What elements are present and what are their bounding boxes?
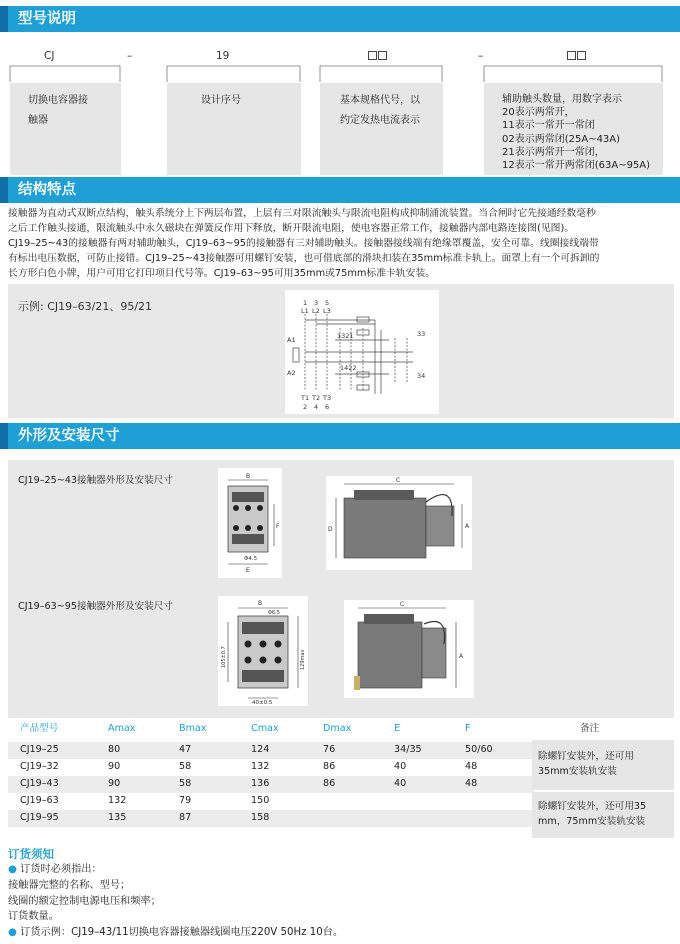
structure-paragraph (8, 206, 674, 281)
desc-line: 约定发热电流表示 (340, 115, 420, 126)
note-line: 除螺钉安装外，还可用35 (538, 801, 647, 812)
header-accent (0, 177, 8, 203)
table-cell: 86 (323, 778, 336, 789)
section-title: 型号说明 (18, 11, 76, 27)
bullet-icon: ● (8, 864, 17, 875)
table-row (8, 793, 534, 810)
fig2-side-svg (344, 600, 474, 698)
para-line: 接触器为直动式双断点结构，触头系统分上下两层布置，上层有三对限流触头与限流电阻构成抑制涌流装置。当合闸时它先接通经数毫秒 (8, 208, 596, 219)
circuit-diagram (285, 290, 439, 414)
table-cell: 50/60 (465, 744, 493, 755)
dim-label: 105±0.7 (221, 646, 227, 668)
col-header: Dmax (323, 723, 352, 734)
fig2-front-view (218, 596, 308, 706)
table-cell: 124 (251, 744, 270, 755)
table-cell: 158 (251, 812, 270, 823)
table-cell: 58 (179, 761, 192, 772)
desc-line: 设计序号 (201, 95, 241, 106)
note-line: 35mm安装轨安装 (538, 766, 617, 777)
model-code-num: 19 (216, 50, 230, 62)
order-text: 订货示例：CJ19–43/11切换电容器接触器线圈电压220V 50Hz 10台。 (20, 927, 344, 939)
term-label: 4 (314, 403, 319, 411)
order-line: 接触器完整的名称、型号； (8, 879, 131, 891)
term-label: T3 (323, 394, 332, 402)
term-label: 1422 (340, 364, 357, 372)
order-line: 线圈的额定控制电源电压和频率； (8, 895, 161, 907)
table-cell: 58 (179, 778, 192, 789)
model-desc-series (10, 83, 121, 175)
note-cell (532, 740, 674, 790)
note-line: 除螺钉安装外，还可用 (538, 751, 634, 762)
term-label: 2 (303, 403, 308, 411)
col-header: F (465, 723, 471, 734)
table-cell: 48 (465, 761, 478, 772)
table-cell: 40 (394, 778, 407, 789)
dimension-figures-panel (8, 460, 674, 718)
order-line: 订货数量。 (8, 911, 59, 923)
dim-label: Φ6.5 (268, 610, 280, 616)
dim-label: E (246, 567, 250, 574)
term-label: 5 (325, 299, 330, 307)
header-accent (0, 423, 8, 449)
order-title: 订货须知 (8, 847, 54, 861)
term-label: 3 (314, 299, 319, 307)
table-cell: 79 (179, 795, 192, 806)
dimension-table (8, 720, 674, 840)
col-header: 备注 (580, 723, 600, 734)
dim-label: B (258, 600, 263, 607)
term-label: L3 (323, 307, 331, 315)
dim-label: A (465, 523, 470, 530)
term-label: 6 (325, 403, 330, 411)
dim-label: 40±0.5 (252, 700, 273, 706)
order-line (8, 862, 343, 878)
desc-line: 12表示一常开两常闭(63A~95A) (502, 160, 651, 172)
table-cell: CJ19–95 (20, 812, 59, 823)
dim-label: A (459, 653, 464, 660)
col-header: Bmax (179, 723, 207, 734)
dim-label: C (396, 477, 401, 484)
example-panel (8, 284, 674, 418)
table-cell: CJ19–63 (20, 795, 59, 806)
fig1-caption: CJ19–25~43接触器外形及安装尺寸 (18, 475, 173, 486)
dim-label: 129max (300, 649, 306, 670)
dim-label: B (246, 473, 251, 480)
table-row (8, 759, 534, 776)
term-label: A2 (287, 369, 296, 377)
table-cell: 76 (323, 744, 336, 755)
dim-label: C (400, 601, 405, 608)
term-label: A1 (287, 336, 296, 344)
bullet-icon: ● (8, 927, 17, 939)
term-label: 34 (417, 372, 426, 380)
section-header-dimensions (0, 423, 680, 449)
table-cell: 90 (108, 761, 121, 772)
table-row (8, 776, 534, 793)
table-cell: 136 (251, 778, 270, 789)
table-cell: 90 (108, 778, 121, 789)
section-header-structure (0, 177, 680, 203)
fig2-side-view (344, 600, 474, 698)
fig2-front-svg (218, 596, 308, 706)
order-text: 订货时必须指出： (20, 864, 102, 875)
section-title: 外形及安装尺寸 (18, 428, 120, 444)
model-code-cj: CJ (44, 50, 55, 62)
desc-line: 触器 (28, 115, 48, 126)
term-label: T1 (301, 394, 310, 402)
table-cell: CJ19–25 (20, 744, 59, 755)
order-line (8, 925, 343, 941)
col-header: Cmax (251, 723, 279, 734)
desc-line: 02表示两常闭(25A~43A) (502, 133, 621, 145)
term-label: L1 (301, 307, 309, 315)
dim-label: Φ4.5 (244, 556, 258, 562)
table-cell: CJ19–32 (20, 761, 59, 772)
term-label: L2 (312, 307, 320, 315)
desc-line: 切换电容器接 (28, 95, 88, 106)
table-cell: 47 (179, 744, 192, 755)
para-line: 长方形白色小牌，用户可用它打印项目代号等。CJ19–63~95可用35mm或75mm标准卡轨安装。 (8, 268, 436, 279)
table-row (8, 810, 534, 827)
table-cell: 132 (251, 761, 270, 772)
term-label: 1 (303, 299, 308, 307)
fig1-front-view (218, 468, 282, 578)
order-list (8, 862, 343, 941)
table-cell: 80 (108, 744, 121, 755)
dim-label: F (276, 523, 280, 530)
table-cell: 150 (251, 795, 270, 806)
table-cell: 87 (179, 812, 192, 823)
desc-line: 21表示两常开一常闭， (502, 146, 605, 158)
table-cell: 48 (465, 778, 478, 789)
table-header (8, 720, 674, 738)
fig1-side-svg (326, 476, 472, 570)
fig1-side-view (326, 476, 472, 570)
model-code-dash: – (478, 50, 484, 62)
table-cell: 135 (108, 812, 127, 823)
col-header: Amax (108, 723, 136, 734)
section-title: 结构特点 (18, 182, 76, 198)
col-header: E (394, 723, 401, 734)
model-desc-aux (484, 83, 663, 175)
model-code-dash: – (127, 50, 133, 62)
para-line: CJ19–25~43的接触器有两对辅助触头，CJ19–63~95的接触器有三对辅助触头。接触器接线端有绝缘罩覆盖，安全可靠。线圈接线端带 (8, 238, 599, 249)
para-line: 有标出电压数据，可防止接错。CJ19–25~43接触器可用螺钉安装，也可借底部的滑块扣装在35mm标准卡轨上。面罩上有一个可拆卸的 (8, 253, 600, 264)
table-cell: 40 (394, 761, 407, 772)
para-line: 之后工作触头接通，限流触头中永久磁块在弹簧反作用下释放，断开限流电阻，使电容器正常工作，接触器内部电路连接图(见图)。 (8, 223, 575, 234)
term-label: 33 (417, 330, 426, 338)
note-line: mm，75mm安装轨安装 (538, 816, 646, 827)
table-row (8, 742, 534, 759)
desc-line: 20表示两常开， (502, 107, 575, 119)
note-cell (532, 792, 674, 838)
circuit-svg (285, 290, 439, 414)
table-cell: 34/35 (394, 744, 422, 755)
desc-line: 辅助触头数量，用数字表示 (502, 94, 622, 105)
model-desc-spec (320, 83, 443, 175)
term-label: 1321 (337, 332, 354, 340)
model-desc-design (167, 83, 301, 175)
term-label: T2 (312, 394, 321, 402)
fig1-front-svg (218, 468, 282, 578)
table-cell: 132 (108, 795, 127, 806)
desc-line: 11表示一常开一常闭 (502, 120, 595, 132)
fig2-caption: CJ19–63~95接触器外形及安装尺寸 (18, 601, 173, 612)
desc-line: 基本规格代号，以 (340, 95, 420, 106)
table-cell: CJ19–43 (20, 778, 59, 789)
col-header: 产品型号 (20, 723, 59, 734)
dim-label: D (328, 526, 333, 533)
table-cell: 86 (323, 761, 336, 772)
example-label: 示例: CJ19–63/21、95/21 (18, 300, 153, 313)
